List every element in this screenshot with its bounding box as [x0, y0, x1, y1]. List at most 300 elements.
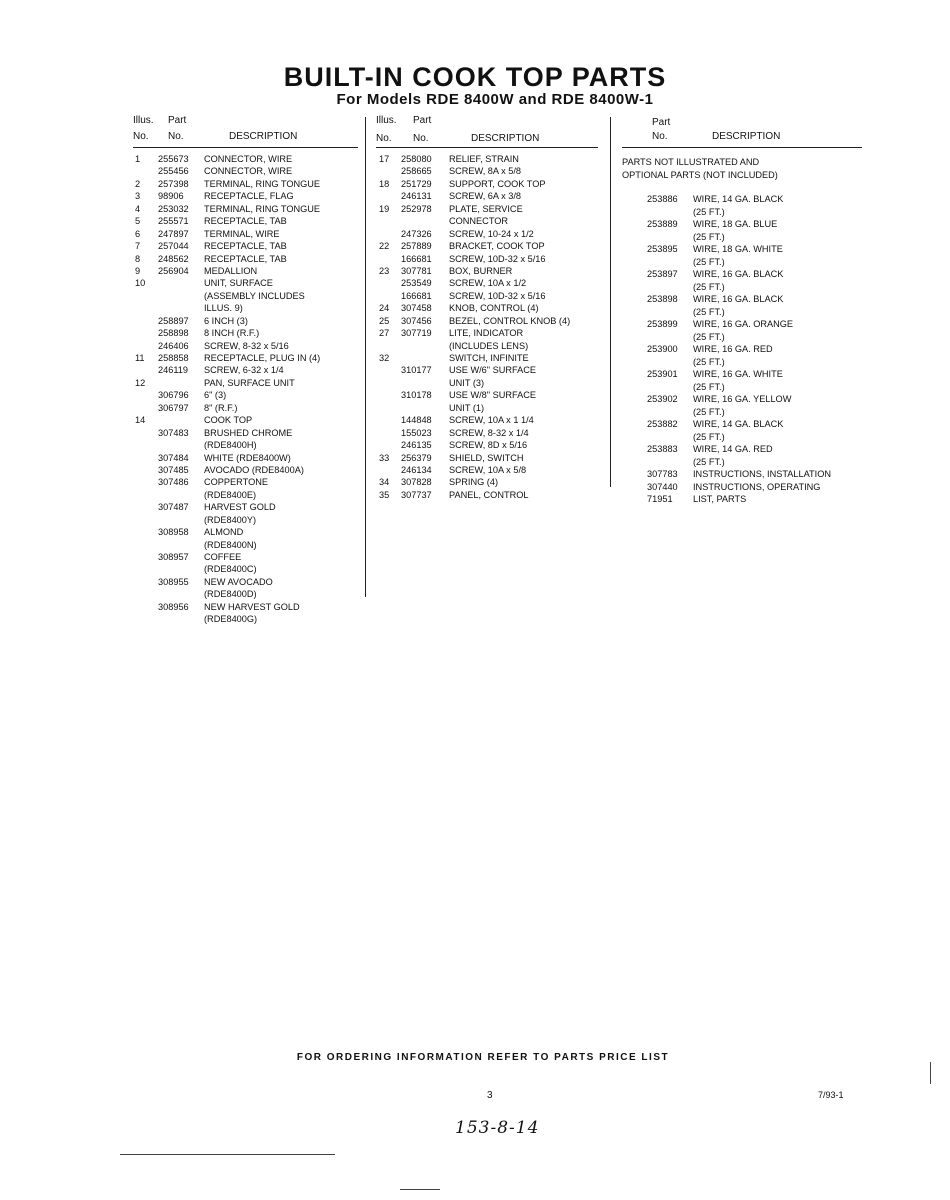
part-description: RECEPTACLE, FLAG — [204, 191, 294, 202]
table-row — [376, 190, 598, 202]
part-description: COPPERTONE — [204, 477, 268, 488]
table-row — [622, 243, 862, 256]
part-description: BRUSHED CHROME — [204, 427, 293, 438]
part-number: 307828 — [401, 477, 432, 488]
illus-number: 2 — [135, 178, 141, 189]
table-row — [133, 601, 358, 613]
part-description: (RDE8400C) — [204, 564, 257, 575]
part-number: 253895 — [647, 244, 678, 254]
part-number: 253901 — [647, 369, 678, 379]
table-row — [133, 364, 358, 376]
table-row — [376, 364, 598, 376]
part-number: 257889 — [401, 241, 432, 252]
part-description: SCREW, 8-32 x 5/16 — [204, 340, 289, 351]
part-description: CONNECTOR — [449, 216, 509, 227]
table-row — [622, 343, 862, 356]
part-number: 255571 — [158, 216, 189, 227]
table-row — [376, 340, 598, 352]
part-number: 306797 — [158, 402, 189, 413]
table-row — [622, 406, 862, 419]
part-number: 307781 — [401, 265, 432, 276]
part-number: 307484 — [158, 452, 189, 463]
part-number: 307737 — [401, 489, 432, 500]
part-number: 246134 — [401, 464, 432, 475]
table-row — [133, 464, 358, 476]
table-row — [133, 178, 358, 190]
table-row — [133, 377, 358, 389]
illus-number: 5 — [135, 216, 141, 227]
part-description: WIRE, 16 GA. RED — [693, 344, 773, 354]
part-number: 258898 — [158, 328, 189, 339]
part-description: NEW AVOCADO — [204, 576, 273, 587]
table-row — [133, 253, 358, 265]
table-row — [622, 218, 862, 231]
part-description: INSTRUCTIONS, INSTALLATION — [693, 469, 831, 479]
table-row — [376, 489, 598, 501]
part-description: SUPPORT, COOK TOP — [449, 178, 546, 189]
illus-number: 22 — [379, 241, 390, 252]
table-row — [376, 265, 598, 277]
illus-number: 14 — [135, 415, 146, 426]
table-row — [133, 165, 358, 177]
illus-number: 9 — [135, 265, 141, 276]
table-row — [133, 539, 358, 551]
part-description: (RDE8400Y) — [204, 514, 257, 525]
illus-number: 3 — [135, 191, 141, 202]
part-description: UNIT, SURFACE — [204, 278, 273, 289]
part-number: 257398 — [158, 178, 189, 189]
part-description: (25 FT.) — [693, 281, 725, 292]
part-description: WIRE, 14 GA. BLACK — [693, 419, 784, 429]
part-number: 258080 — [401, 154, 432, 164]
part-number: 246119 — [158, 365, 188, 376]
part-description: RECEPTACLE, PLUG IN (4) — [204, 353, 321, 363]
part-description: SCREW, 10A x 1 1/4 — [449, 415, 534, 426]
part-description: SCREW, 10A x 1/2 — [449, 278, 527, 289]
part-description: 8 INCH (R.F.) — [204, 328, 260, 339]
part-description: WIRE, 16 GA. ORANGE — [693, 319, 794, 329]
part-number: 253882 — [647, 419, 678, 429]
part-description: WHITE (RDE8400W) — [204, 452, 291, 463]
part-description: RECEPTACLE, TAB — [204, 241, 287, 252]
part-number: 256904 — [158, 265, 189, 276]
parts-list — [376, 153, 598, 501]
table-row — [622, 481, 862, 494]
table-row — [133, 240, 358, 252]
table-row — [133, 277, 358, 289]
part-description: TERMINAL, RING TONGUE — [204, 203, 321, 214]
table-row — [376, 277, 598, 289]
table-row — [133, 514, 358, 526]
header-part: Part — [413, 115, 432, 126]
scan-artifact — [930, 1062, 931, 1084]
part-number: 253902 — [647, 394, 678, 404]
table-row — [133, 352, 358, 364]
part-description: SWITCH, INFINITE — [449, 353, 529, 363]
table-row — [133, 439, 358, 451]
table-row — [133, 302, 358, 314]
header-rule — [622, 147, 862, 148]
table-row — [133, 476, 358, 488]
table-row — [133, 452, 358, 464]
parts-column-1 — [133, 115, 358, 626]
part-description: (25 FT.) — [693, 456, 725, 467]
part-description: 6 INCH (3) — [204, 315, 248, 326]
part-description: WIRE, 18 GA. BLUE — [693, 219, 778, 229]
part-description: (RDE8400N) — [204, 539, 257, 550]
scan-artifact — [120, 1154, 335, 1155]
header-no-part: No. — [652, 131, 668, 142]
part-number: 253899 — [647, 319, 678, 329]
part-description: SCREW, 10A x 5/8 — [449, 464, 527, 475]
page-number: 3 — [487, 1090, 493, 1101]
part-description: (25 FT.) — [693, 431, 725, 442]
illus-number: 4 — [135, 203, 141, 214]
table-row — [622, 193, 862, 206]
parts-list — [133, 153, 358, 626]
part-description: PLATE, SERVICE — [449, 203, 523, 214]
part-description: SCREW, 10D-32 x 5/16 — [449, 290, 546, 301]
part-description: (RDE8400E) — [204, 489, 257, 500]
illus-number: 32 — [379, 353, 390, 363]
table-row — [376, 389, 598, 401]
table-row — [622, 306, 862, 319]
illus-number: 25 — [379, 315, 390, 326]
part-description: (25 FT.) — [693, 381, 725, 392]
table-row — [622, 368, 862, 381]
column-header — [133, 115, 358, 148]
part-number: 307458 — [401, 303, 432, 314]
header-rule — [133, 147, 358, 148]
part-description: SCREW, 10D-32 x 5/16 — [449, 253, 546, 264]
part-description: (25 FT.) — [693, 231, 725, 242]
part-description: BEZEL, CONTROL KNOB (4) — [449, 315, 571, 326]
part-description: BOX, BURNER — [449, 265, 513, 276]
part-description: (25 FT.) — [693, 356, 725, 367]
table-row — [133, 588, 358, 600]
table-row — [376, 402, 598, 414]
table-row — [376, 165, 598, 177]
table-row — [622, 231, 862, 244]
part-number: 253898 — [647, 294, 678, 304]
table-row — [376, 452, 598, 464]
table-row — [133, 414, 358, 426]
table-row — [376, 464, 598, 476]
table-row — [622, 268, 862, 281]
part-description: LIST, PARTS — [693, 494, 747, 504]
part-number: 258665 — [401, 166, 432, 177]
part-description: (RDE8400H) — [204, 440, 257, 451]
part-number: 255673 — [158, 154, 189, 164]
part-number: 166681 — [401, 290, 432, 301]
part-description: CONNECTOR, WIRE — [204, 154, 293, 164]
part-number: 307486 — [158, 477, 189, 488]
part-description: (25 FT.) — [693, 256, 725, 267]
part-number: 308956 — [158, 601, 189, 612]
table-row — [622, 493, 862, 506]
header-no: No. — [133, 131, 149, 142]
part-description: CONNECTOR, WIRE — [204, 166, 293, 177]
illus-number: 27 — [379, 328, 390, 339]
header-part: Part — [168, 115, 187, 126]
part-number: 307456 — [401, 315, 432, 326]
table-row — [622, 256, 862, 269]
table-row — [376, 153, 598, 165]
illus-number: 8 — [135, 253, 141, 264]
illus-number: 12 — [135, 377, 146, 388]
part-number: 307483 — [158, 427, 189, 438]
part-description: TERMINAL, WIRE — [204, 228, 280, 239]
table-row — [376, 427, 598, 439]
header-description: DESCRIPTION — [471, 133, 540, 144]
header-no-part: No. — [168, 131, 184, 142]
table-row — [376, 377, 598, 389]
parts-list — [622, 156, 862, 506]
illus-number: 10 — [135, 278, 146, 289]
part-description: PANEL, CONTROL — [449, 489, 529, 500]
part-description: WIRE, 16 GA. BLACK — [693, 269, 784, 279]
handwritten-note: 153-8-14 — [455, 1118, 540, 1138]
part-description: INSTRUCTIONS, OPERATING — [693, 481, 821, 492]
part-number: 246131 — [401, 191, 432, 202]
part-description: TERMINAL, RING TONGUE — [204, 178, 321, 189]
table-row — [133, 265, 358, 277]
part-description: PAN, SURFACE UNIT — [204, 377, 295, 388]
table-row — [376, 476, 598, 488]
header-description: DESCRIPTION — [229, 131, 298, 142]
part-number: 98906 — [158, 191, 184, 202]
illus-number: 18 — [379, 178, 390, 189]
part-description: USE W/8" SURFACE — [449, 390, 536, 401]
illus-number: 34 — [379, 477, 390, 488]
part-number: 310177 — [401, 365, 432, 376]
part-number: 310178 — [401, 390, 432, 401]
table-row — [133, 576, 358, 588]
table-row — [622, 206, 862, 219]
part-description: NEW HARVEST GOLD — [204, 601, 300, 612]
parts-column-2 — [376, 115, 598, 501]
part-number: 144848 — [401, 415, 432, 426]
table-row — [133, 190, 358, 202]
table-row — [622, 293, 862, 306]
illus-number: 1 — [135, 154, 141, 164]
part-description: (ASSEMBLY INCLUDES — [204, 290, 305, 301]
part-description: (RDE8400D) — [204, 589, 257, 600]
table-row — [376, 327, 598, 339]
part-number: 307487 — [158, 502, 189, 513]
illus-number: 33 — [379, 452, 390, 463]
part-description: AVOCADO (RDE8400A) — [204, 464, 304, 475]
part-description: SCREW, 6A x 3/8 — [449, 191, 521, 202]
table-row — [133, 153, 358, 165]
table-row — [376, 240, 598, 252]
part-description: ALMOND — [204, 527, 244, 538]
table-row — [376, 178, 598, 190]
part-number: 253886 — [647, 194, 678, 204]
part-description: BRACKET, COOK TOP — [449, 241, 545, 252]
table-row — [376, 228, 598, 240]
part-description: SCREW, 6-32 x 1/4 — [204, 365, 284, 376]
table-row — [133, 613, 358, 625]
table-row — [622, 381, 862, 394]
part-number: 253897 — [647, 269, 678, 279]
table-row — [376, 203, 598, 215]
table-row — [376, 290, 598, 302]
column-divider — [610, 117, 611, 487]
column-divider — [365, 117, 366, 597]
part-number: 307485 — [158, 464, 189, 475]
part-description: 6" (3) — [204, 390, 227, 401]
header-illus: Illus. — [133, 115, 154, 126]
table-row — [133, 402, 358, 414]
part-description: RECEPTACLE, TAB — [204, 253, 287, 264]
part-description: WIRE, 16 GA. WHITE — [693, 369, 783, 379]
table-row — [133, 389, 358, 401]
part-number: 257044 — [158, 241, 189, 252]
page-subtitle: For Models RDE 8400W and RDE 8400W-1 — [336, 91, 654, 108]
part-number: 253883 — [647, 444, 678, 454]
table-row — [133, 551, 358, 563]
part-number: 253889 — [647, 219, 678, 229]
scan-artifact — [400, 1189, 440, 1190]
table-row — [376, 352, 598, 364]
table-row — [376, 302, 598, 314]
table-row — [133, 427, 358, 439]
table-row — [622, 418, 862, 431]
part-description: HARVEST GOLD — [204, 502, 276, 513]
table-row — [133, 203, 358, 215]
table-row — [376, 439, 598, 451]
illus-number: 35 — [379, 489, 390, 500]
table-row — [133, 526, 358, 538]
table-row — [133, 340, 358, 352]
list-intro-line: OPTIONAL PARTS (NOT INCLUDED) — [622, 169, 778, 180]
table-row — [622, 318, 862, 331]
column-header — [376, 115, 598, 148]
table-row — [622, 456, 862, 469]
illus-number: 19 — [379, 203, 390, 214]
part-number: 258858 — [158, 353, 189, 363]
table-row — [622, 356, 862, 369]
document-code: 7/93-1 — [818, 1090, 844, 1100]
illus-number: 24 — [379, 303, 390, 314]
part-description: WIRE, 16 GA. YELLOW — [693, 394, 792, 404]
part-description: ILLUS. 9) — [204, 303, 243, 314]
part-description: WIRE, 14 GA. RED — [693, 444, 773, 454]
part-number: 253900 — [647, 344, 678, 354]
table-row — [133, 315, 358, 327]
part-description: SCREW, 8A x 5/8 — [449, 166, 521, 177]
table-row — [622, 393, 862, 406]
table-row — [376, 414, 598, 426]
part-description: COFFEE — [204, 552, 242, 562]
ordering-note: FOR ORDERING INFORMATION REFER TO PARTS PRICE LIST — [296, 1052, 670, 1063]
part-number: 256379 — [401, 452, 432, 463]
part-number: 166681 — [401, 253, 432, 264]
part-number: 308955 — [158, 576, 189, 587]
part-description: WIRE, 14 GA. BLACK — [693, 194, 784, 204]
part-number: 155023 — [401, 427, 432, 438]
part-description: SCREW, 10-24 x 1/2 — [449, 228, 534, 239]
part-number: 252978 — [401, 203, 432, 214]
parts-column-3 — [622, 115, 862, 506]
part-number: 308957 — [158, 552, 189, 562]
part-description: COOK TOP — [204, 415, 253, 426]
part-number: 246406 — [158, 340, 189, 351]
part-number: 247897 — [158, 228, 189, 239]
part-description: WIRE, 16 GA. BLACK — [693, 294, 784, 304]
part-description: USE W/6" SURFACE — [449, 365, 536, 376]
part-description: KNOB, CONTROL (4) — [449, 303, 539, 314]
part-description: (25 FT.) — [693, 331, 725, 342]
part-description: SCREW, 8-32 x 1/4 — [449, 427, 529, 438]
part-number: 248562 — [158, 253, 189, 264]
part-description: MEDALLION — [204, 265, 258, 276]
part-description: WIRE, 18 GA. WHITE — [693, 244, 783, 254]
illus-number: 11 — [135, 353, 145, 363]
table-row — [133, 290, 358, 302]
table-row — [622, 443, 862, 456]
part-description: LITE, INDICATOR — [449, 328, 524, 339]
table-row — [622, 431, 862, 444]
table-row — [133, 489, 358, 501]
illus-number: 6 — [135, 228, 141, 239]
table-row — [622, 468, 862, 481]
table-row — [376, 215, 598, 227]
part-number: 247326 — [401, 228, 432, 239]
part-description: (RDE8400G) — [204, 614, 258, 625]
table-row — [133, 215, 358, 227]
part-description: SCREW, 8D x 5/16 — [449, 440, 528, 451]
header-no-part: No. — [413, 133, 429, 144]
header-part: Part — [652, 117, 671, 128]
part-description: (25 FT.) — [693, 206, 725, 217]
table-row — [133, 501, 358, 513]
part-number: 253549 — [401, 278, 432, 289]
header-rule — [376, 147, 598, 148]
part-description: (25 FT.) — [693, 306, 725, 317]
part-number: 246135 — [401, 440, 432, 451]
part-number: 307440 — [647, 481, 678, 492]
table-row — [622, 331, 862, 344]
table-row — [133, 228, 358, 240]
part-description: SHIELD, SWITCH — [449, 452, 524, 463]
page-title: BUILT-IN COOK TOP PARTS — [283, 62, 667, 92]
header-description: DESCRIPTION — [712, 131, 781, 142]
table-row — [133, 327, 358, 339]
part-description: (INCLUDES LENS) — [449, 340, 529, 351]
part-description: 8" (R.F.) — [204, 402, 238, 413]
list-intro-line: PARTS NOT ILLUSTRATED AND — [622, 157, 760, 167]
part-description: SPRING (4) — [449, 477, 499, 488]
header-illus: Illus. — [376, 115, 397, 126]
part-description: (25 FT.) — [693, 406, 725, 417]
part-description: RELIEF, STRAIN — [449, 154, 519, 164]
table-row — [376, 315, 598, 327]
table-row — [376, 253, 598, 265]
part-number: 258897 — [158, 315, 189, 326]
part-number: 253032 — [158, 203, 189, 214]
part-number: 71951 — [647, 494, 673, 504]
part-number: 255456 — [158, 166, 189, 177]
part-description: UNIT (3) — [449, 377, 485, 388]
header-no: No. — [376, 133, 392, 144]
part-description: UNIT (1) — [449, 402, 485, 413]
column-header — [622, 115, 862, 148]
part-number: 307719 — [401, 328, 432, 339]
part-number: 251729 — [401, 178, 432, 189]
part-number: 308958 — [158, 527, 189, 538]
